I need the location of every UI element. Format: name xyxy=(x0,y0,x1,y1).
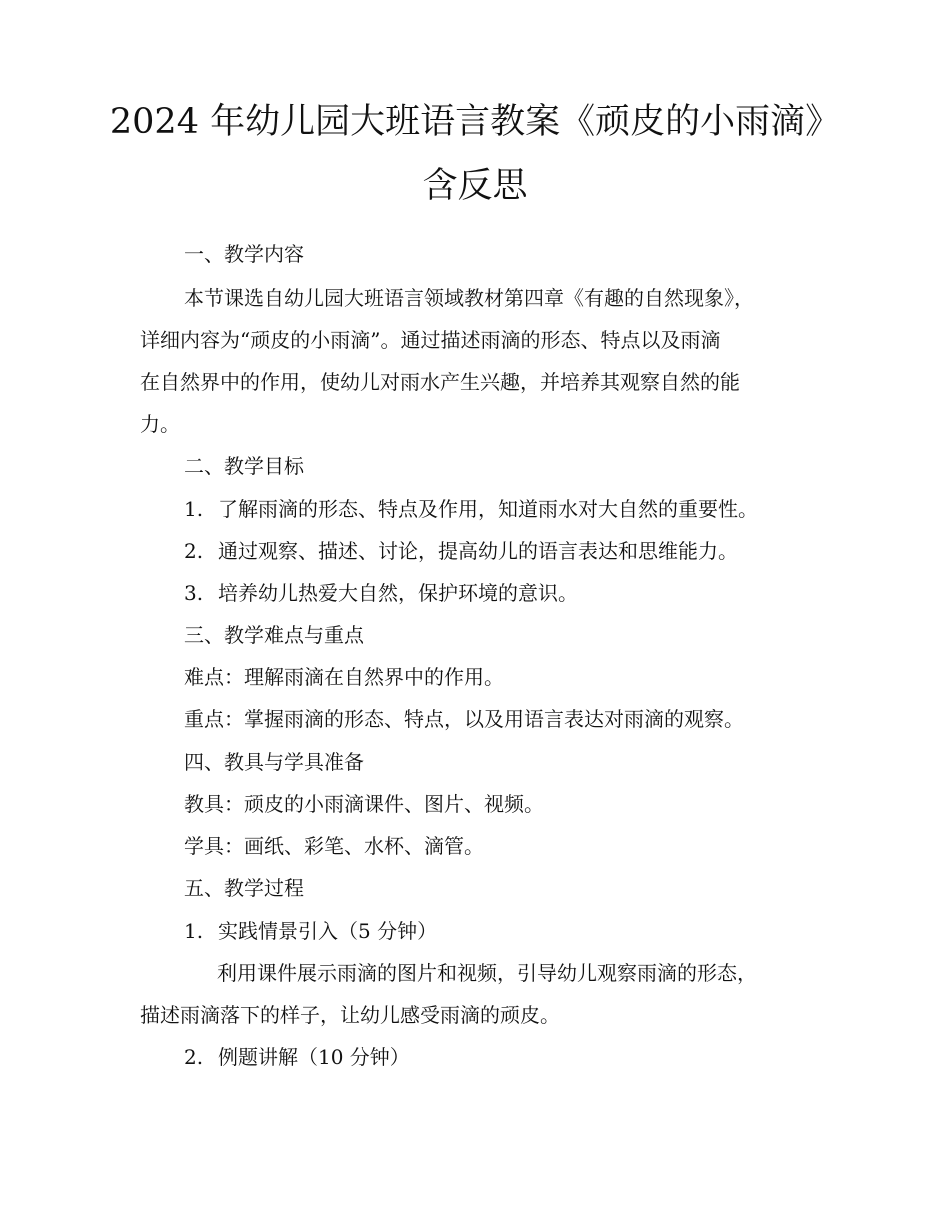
goal-list-item xyxy=(184,580,578,606)
difficulty-line: 难点：理解雨滴在自然界中的作用。 xyxy=(184,665,504,689)
step-number: 2. xyxy=(184,1045,204,1069)
section-heading-content: 一、教学内容 xyxy=(184,242,304,266)
paragraph-line: 本节课选自幼儿园大班语言领域教材第四章《有趣的自然现象》， xyxy=(184,286,754,310)
paragraph-line: 利用课件展示雨滴的图片和视频，引导幼儿观察雨滴的形态， xyxy=(217,961,757,985)
step-title: 实践情景引入（5 分钟） xyxy=(218,919,438,943)
process-step xyxy=(184,1044,410,1070)
list-item-text: 通过观察、描述、讨论，提高幼儿的语言表达和思维能力。 xyxy=(218,539,738,563)
list-item-text: 了解雨滴的形态、特点及作用，知道雨水对大自然的重要性。 xyxy=(218,497,758,521)
teaching-aids-line: 教具：顽皮的小雨滴课件、图片、视频。 xyxy=(184,792,544,816)
section-heading-process: 五、教学过程 xyxy=(184,876,304,900)
list-item-number: 1. xyxy=(184,497,204,521)
paragraph-line: 在自然界中的作用，使幼儿对雨水产生兴趣，并培养其观察自然的能 xyxy=(140,370,740,394)
section-heading-difficulties: 三、教学难点与重点 xyxy=(184,623,364,647)
document-title-line-1: 2024 年幼儿园大班语言教案《顽皮的小雨滴》 xyxy=(109,102,841,142)
goal-list-item xyxy=(184,496,758,522)
paragraph-line: 描述雨滴落下的样子，让幼儿感受雨滴的顽皮。 xyxy=(140,1003,560,1027)
step-title: 例题讲解（10 分钟） xyxy=(218,1045,410,1069)
list-item-number: 3. xyxy=(184,581,204,605)
paragraph-line: 力。 xyxy=(140,412,180,436)
document-title-line-2: 含反思 xyxy=(422,166,528,206)
key-point-line: 重点：掌握雨滴的形态、特点，以及用语言表达对雨滴的观察。 xyxy=(184,707,744,731)
goal-list-item xyxy=(184,538,738,564)
section-heading-goals: 二、教学目标 xyxy=(184,454,304,478)
list-item-number: 2. xyxy=(184,539,204,563)
list-item-text: 培养幼儿热爱大自然，保护环境的意识。 xyxy=(218,581,578,605)
process-step xyxy=(184,918,437,944)
paragraph-line: 详细内容为“顽皮的小雨滴”。通过描述雨滴的形态、特点以及雨滴 xyxy=(140,328,721,352)
section-heading-materials: 四、教具与学具准备 xyxy=(184,750,364,774)
learning-aids-line: 学具：画纸、彩笔、水杯、滴管。 xyxy=(184,834,484,858)
step-number: 1. xyxy=(184,919,204,943)
